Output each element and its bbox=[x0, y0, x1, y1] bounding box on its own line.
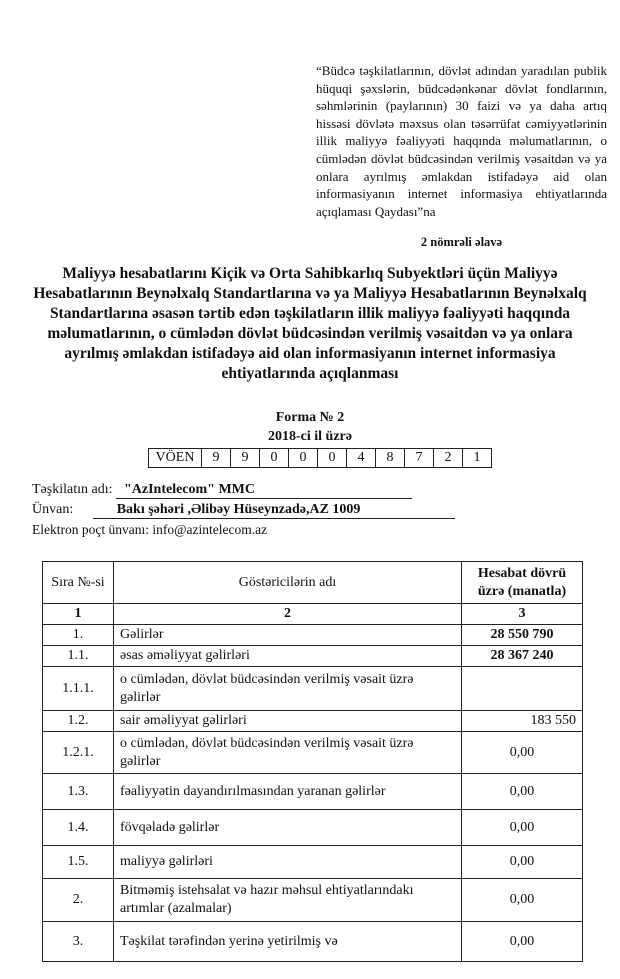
row-value bbox=[462, 667, 583, 711]
voen-digit: 7 bbox=[405, 449, 434, 468]
address-value: Bakı şəhəri ,Əlibəy Hüseynzadə,AZ 1009 bbox=[93, 502, 455, 519]
table-row bbox=[43, 646, 583, 667]
table-row bbox=[43, 774, 583, 810]
voen-digit: 4 bbox=[347, 449, 376, 468]
header-name: Göstəricilərin adı bbox=[114, 562, 462, 604]
voen-digit: 0 bbox=[260, 449, 289, 468]
row-name: Təşkilat tərəfindən yerinə yetirilmiş və bbox=[114, 922, 462, 962]
row-number: 3. bbox=[43, 922, 114, 962]
voen-digit: 0 bbox=[289, 449, 318, 468]
voen-table bbox=[148, 448, 492, 468]
row-number: 1.1.1. bbox=[43, 667, 114, 711]
row-number: 2. bbox=[43, 879, 114, 922]
voen-label: VÖEN bbox=[149, 449, 202, 468]
financial-table bbox=[42, 561, 583, 962]
row-name: sair əməliyyat gəlirləri bbox=[114, 711, 462, 732]
column-number-row bbox=[43, 604, 583, 625]
row-value: 0,00 bbox=[462, 732, 583, 774]
row-name: fövqəladə gəlirlər bbox=[114, 810, 462, 846]
table-header-row bbox=[43, 562, 583, 604]
row-name: Bitməmiş istehsalat və hazır məhsul ehtiyatlarındakı artımlar (azalmalar) bbox=[114, 879, 462, 922]
address-field bbox=[32, 502, 455, 519]
form-number: Forma № 2 bbox=[275, 410, 345, 425]
row-value: 0,00 bbox=[462, 879, 583, 922]
header-value: Hesabat dövrü üzrə (manatla) bbox=[462, 562, 583, 604]
address-label: Ünvan: bbox=[32, 502, 74, 517]
table-row bbox=[43, 667, 583, 711]
row-number: 1.4. bbox=[43, 810, 114, 846]
report-year: 2018-ci il üzrə bbox=[268, 429, 352, 444]
row-name: maliyyə gəlirləri bbox=[114, 846, 462, 879]
voen-digit: 2 bbox=[434, 449, 463, 468]
voen-digit: 0 bbox=[318, 449, 347, 468]
row-value: 0,00 bbox=[462, 810, 583, 846]
voen-digit: 8 bbox=[376, 449, 405, 468]
org-name-value: "AzIntelecom" MMC bbox=[116, 482, 412, 499]
table-row bbox=[43, 922, 583, 962]
row-value: 0,00 bbox=[462, 922, 583, 962]
row-name: o cümlədən, dövlət büdcəsindən verilmiş vəsait üzrə gəlirlər bbox=[114, 667, 462, 711]
email-value: info@azintelecom.az bbox=[152, 522, 268, 537]
row-name: fəaliyyətin dayandırılmasından yaranan gəlirlər bbox=[114, 774, 462, 810]
row-value: 0,00 bbox=[462, 846, 583, 879]
row-number: 1.2.1. bbox=[43, 732, 114, 774]
row-number: 1.2. bbox=[43, 711, 114, 732]
table-row bbox=[43, 625, 583, 646]
row-value: 28 367 240 bbox=[462, 646, 583, 667]
document-title: Maliyyə hesabatlarını Kiçik və Orta Sahibkarlıq Subyektləri üçün Maliyyə Hesabatlarının Beynəlxalq Standartlarına və ya Maliyyə Hesabatlarının Beynəlxalq Standartlarına əsasən tərtib edən təşkilatların illik maliyyə fəaliyyəti haqqında məlumatlarının, o cümlədən dövlət büdcəsindən verilmiş vəsaitdən və ya onlara ayrılmış əmlakdan istifadəyə aid olan informasiyanın internet informasiya ehtiyatlarında açıqlanması bbox=[33, 265, 587, 382]
table-row bbox=[43, 810, 583, 846]
table-row bbox=[43, 732, 583, 774]
table-row bbox=[43, 846, 583, 879]
annex-label: 2 nömrəli əlavə bbox=[420, 235, 503, 249]
voen-digit: 9 bbox=[202, 449, 231, 468]
row-name: o cümlədən, dövlət büdcəsindən verilmiş vəsait üzrə gəlirlər bbox=[114, 732, 462, 774]
email-label: Elektron poçt ünvanı: bbox=[32, 522, 149, 537]
row-value: 0,00 bbox=[462, 774, 583, 810]
row-name: Gəlirlər bbox=[114, 625, 462, 646]
column-number: 3 bbox=[462, 604, 583, 625]
org-name-field bbox=[32, 482, 412, 499]
row-number: 1.3. bbox=[43, 774, 114, 810]
column-number: 1 bbox=[43, 604, 114, 625]
row-number: 1.5. bbox=[43, 846, 114, 879]
row-value: 28 550 790 bbox=[462, 625, 583, 646]
voen-digit: 1 bbox=[463, 449, 492, 468]
row-number: 1. bbox=[43, 625, 114, 646]
row-number: 1.1. bbox=[43, 646, 114, 667]
regulation-reference: “Büdcə təşkilatlarının, dövlət adından yaradılan publik hüquqi şəxslərin, büdcədənkənar dövlət fondlarının, səhmlərinin (paylarının) 30 faizi və ya daha artıq hissəsi dövlətə məxsus olan təsərrüfat cəmiyyətlərinin illik maliyyə fəaliyyəti haqqında məlumatlarının, o cümlədən dövlət büdcəsindən verilmiş vəsaitdən və ya onlara ayrılmış əmlakdan istifadəyə aid olan informasiyanın internet informasiya ehtiyatlarında açıqlaması Qaydası”na bbox=[316, 63, 607, 219]
column-number: 2 bbox=[114, 604, 462, 625]
voen-digit: 9 bbox=[231, 449, 260, 468]
row-value: 183 550 bbox=[462, 711, 583, 732]
header-no: Sıra №-si bbox=[43, 562, 114, 604]
org-name-label: Təşkilatın adı: bbox=[32, 482, 113, 497]
row-name: əsas əməliyyat gəlirləri bbox=[114, 646, 462, 667]
table-row bbox=[43, 879, 583, 922]
table-row bbox=[43, 711, 583, 732]
email-field bbox=[32, 522, 267, 538]
